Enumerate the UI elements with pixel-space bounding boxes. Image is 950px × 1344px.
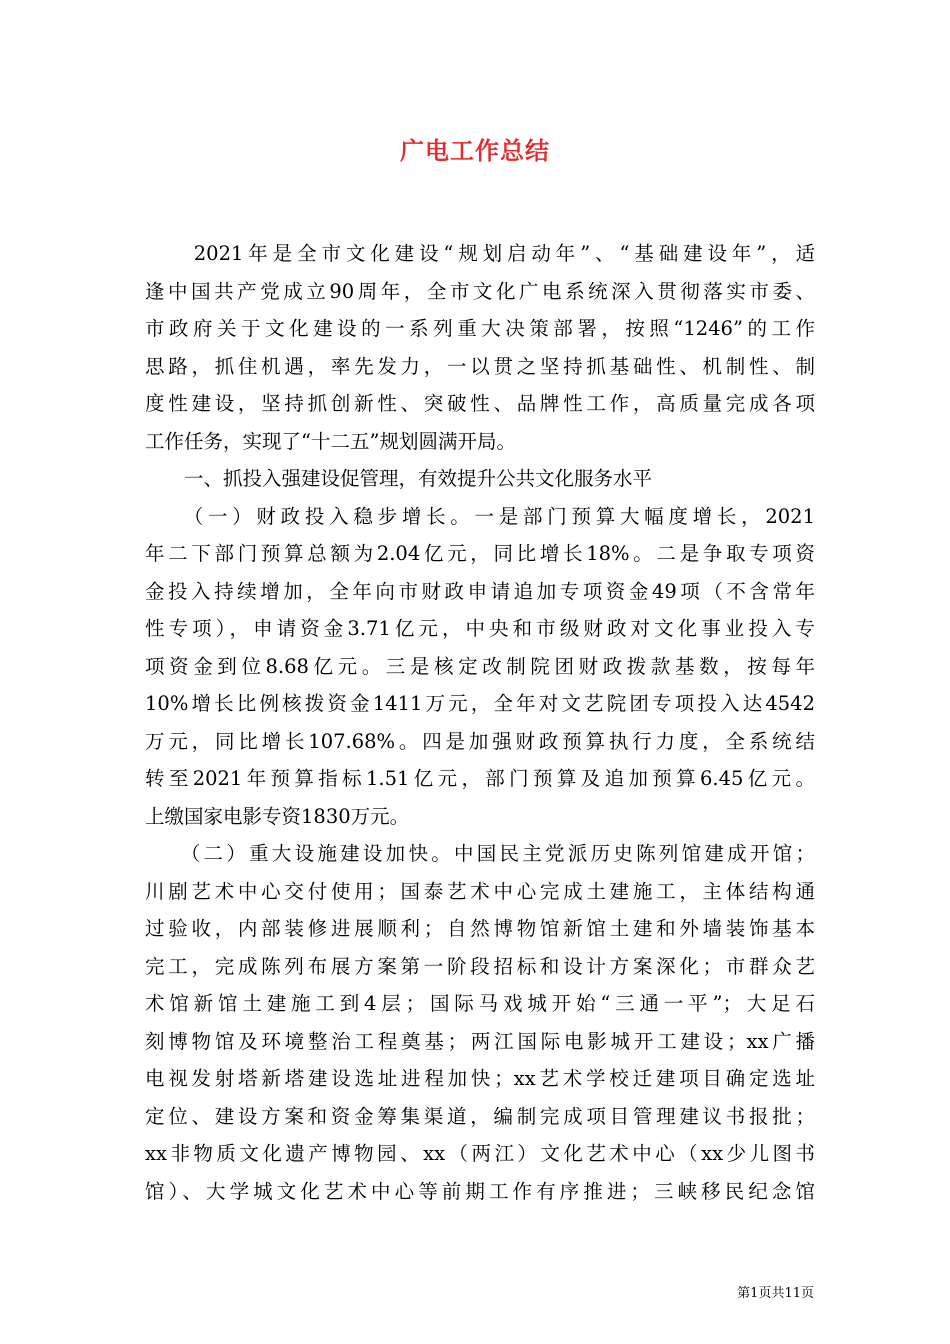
body-line: 川剧艺术中心交付使用；国泰艺术中心完成土建施工，主体结构通 <box>145 880 815 903</box>
body-line: 刻博物馆及环境整治工程奠基；两江国际电影城开工建设；xx广播 <box>145 1030 815 1053</box>
body-line: 电视发射塔新塔建设选址进程加快；xx艺术学校迁建项目确定选址 <box>145 1067 815 1090</box>
body-line: 项资金到位8.68亿元。三是核定改制院团财政拨款基数，按每年 <box>145 655 815 678</box>
body-line: 工作任务，实现了“十二五”规划圆满开局。 <box>145 430 516 453</box>
body-line: 度性建设，坚持抓创新性、突破性、品牌性工作，高质量完成各项 <box>145 392 815 415</box>
body-line: 术馆新馆土建施工到4层；国际马戏城开始“三通一平”；大足石 <box>145 992 815 1015</box>
body-line: 过验收，内部装修进展顺利；自然博物馆新馆土建和外墙装饰基本 <box>145 917 815 940</box>
body-line: 万元，同比增长107.68%。四是加强财政预算执行力度，全系统结 <box>145 730 815 753</box>
body-line: 上缴国家电影专资1830万元。 <box>145 805 410 828</box>
body-line: xx非物质文化遗产博物园、xx（两江）文化艺术中心（xx少儿图书 <box>145 1142 815 1165</box>
body-line: 逢中国共产党成立90周年，全市文化广电系统深入贯彻落实市委、 <box>145 280 815 303</box>
body-line: 馆）、大学城文化艺术中心等前期工作有序推进；三峡移民纪念馆 <box>145 1180 815 1203</box>
body-line: （二）重大设施建设加快。中国民主党派历史陈列馆建成开馆； <box>145 842 815 865</box>
body-line: 转至2021年预算指标1.51亿元，部门预算及追加预算6.45亿元。 <box>145 767 815 790</box>
body-line: 10%增长比例核拨资金1411万元，全年对文艺院团专项投入达4542 <box>145 692 815 715</box>
body-line: 定位、建设方案和资金筹集渠道，编制完成项目管理建议书报批； <box>145 1105 815 1128</box>
body-line: 2021年是全市文化建设“规划启动年”、“基础建设年”，适 <box>145 242 815 265</box>
body-line: 完工，完成陈列布展方案第一阶段招标和设计方案深化；市群众艺 <box>145 955 815 978</box>
section-heading: 一、抓投入强建设促管理，有效提升公共文化服务水平 <box>145 467 653 490</box>
body-line: （一）财政投入稳步增长。一是部门预算大幅度增长，2021 <box>145 505 815 528</box>
document-title: 广电工作总结 <box>400 136 550 165</box>
body-line: 金投入持续增加，全年向市财政申请追加专项资金49项（不含常年 <box>145 580 815 603</box>
body-line: 年二下部门预算总额为2.04亿元，同比增长18%。二是争取专项资 <box>145 542 815 565</box>
body-line: 性专项），申请资金3.71亿元，中央和市级财政对文化事业投入专 <box>145 617 815 640</box>
body-line: 思路，抓住机遇，率先发力，一以贯之坚持抓基础性、机制性、制 <box>145 355 815 378</box>
body-line: 市政府关于文化建设的一系列重大决策部署，按照“1246”的工作 <box>145 317 815 340</box>
page-number: 第1页共11页 <box>737 1286 814 1301</box>
